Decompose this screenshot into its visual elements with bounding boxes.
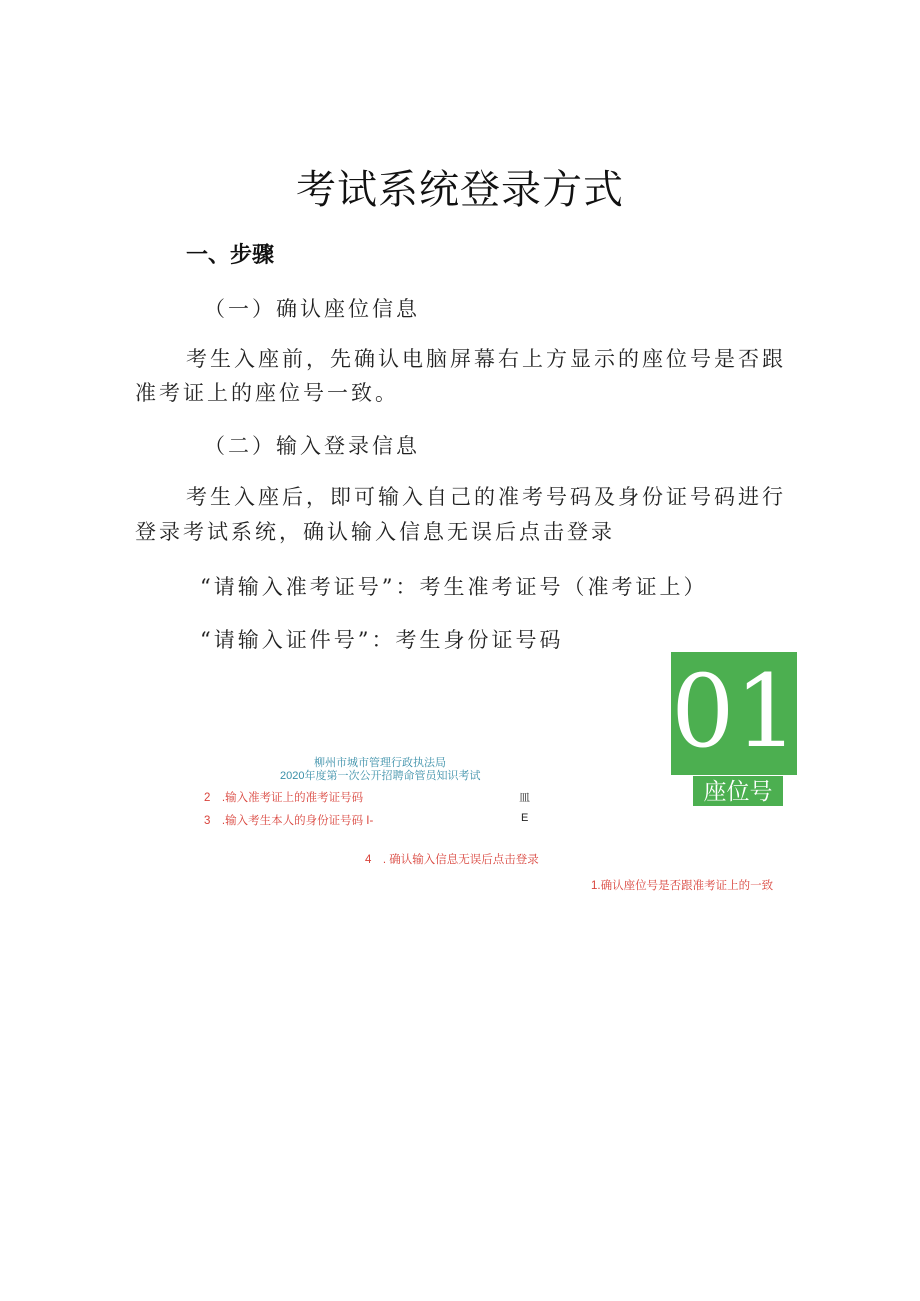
step1-line-1: 考生入座前，先确认电脑屏幕右上方显示的座位号是否跟: [186, 347, 786, 371]
seat-number: 01: [671, 653, 799, 770]
annotation-mark-3: E: [521, 812, 529, 824]
step2-heading: （二）输入登录信息: [204, 434, 420, 458]
step1-line-2: 准考证上的座位号一致。: [135, 381, 399, 405]
field-exam-id-desc: “请输入准考证号”：考生准考证号（准考证上）: [200, 575, 708, 599]
page-title: 考试系统登录方式: [296, 167, 624, 213]
annotation-step-4: 4 . 确认输入信息无误后点击登录: [365, 854, 539, 866]
annotation-mark-2: 皿: [519, 792, 530, 804]
step2-line-2: 登录考试系统，确认输入信息无误后点击登录: [135, 520, 615, 544]
step1-heading: （一）确认座位信息: [204, 297, 420, 321]
annotation-step-3: 3 .输入考生本人的身份证号码 I-: [204, 815, 374, 827]
section-heading: 一、步骤: [186, 243, 275, 268]
org-name: 柳州市城市管理行政执法局: [314, 757, 446, 769]
exam-name: 2020年度第一次公开招聘命管员知识考试: [280, 770, 481, 782]
seat-label: 座位号: [693, 776, 783, 806]
annotation-step-1: 1.确认座位号是否跟准考证上的一致: [591, 880, 774, 892]
step2-line-1: 考生入座后，即可输入自己的准考号码及身份证号码进行: [186, 485, 786, 509]
annotation-step-2: 2 .输入准考证上的准考证号码: [204, 792, 364, 804]
field-id-card-desc: “请输入证件号”：考生身份证号码: [200, 628, 564, 652]
